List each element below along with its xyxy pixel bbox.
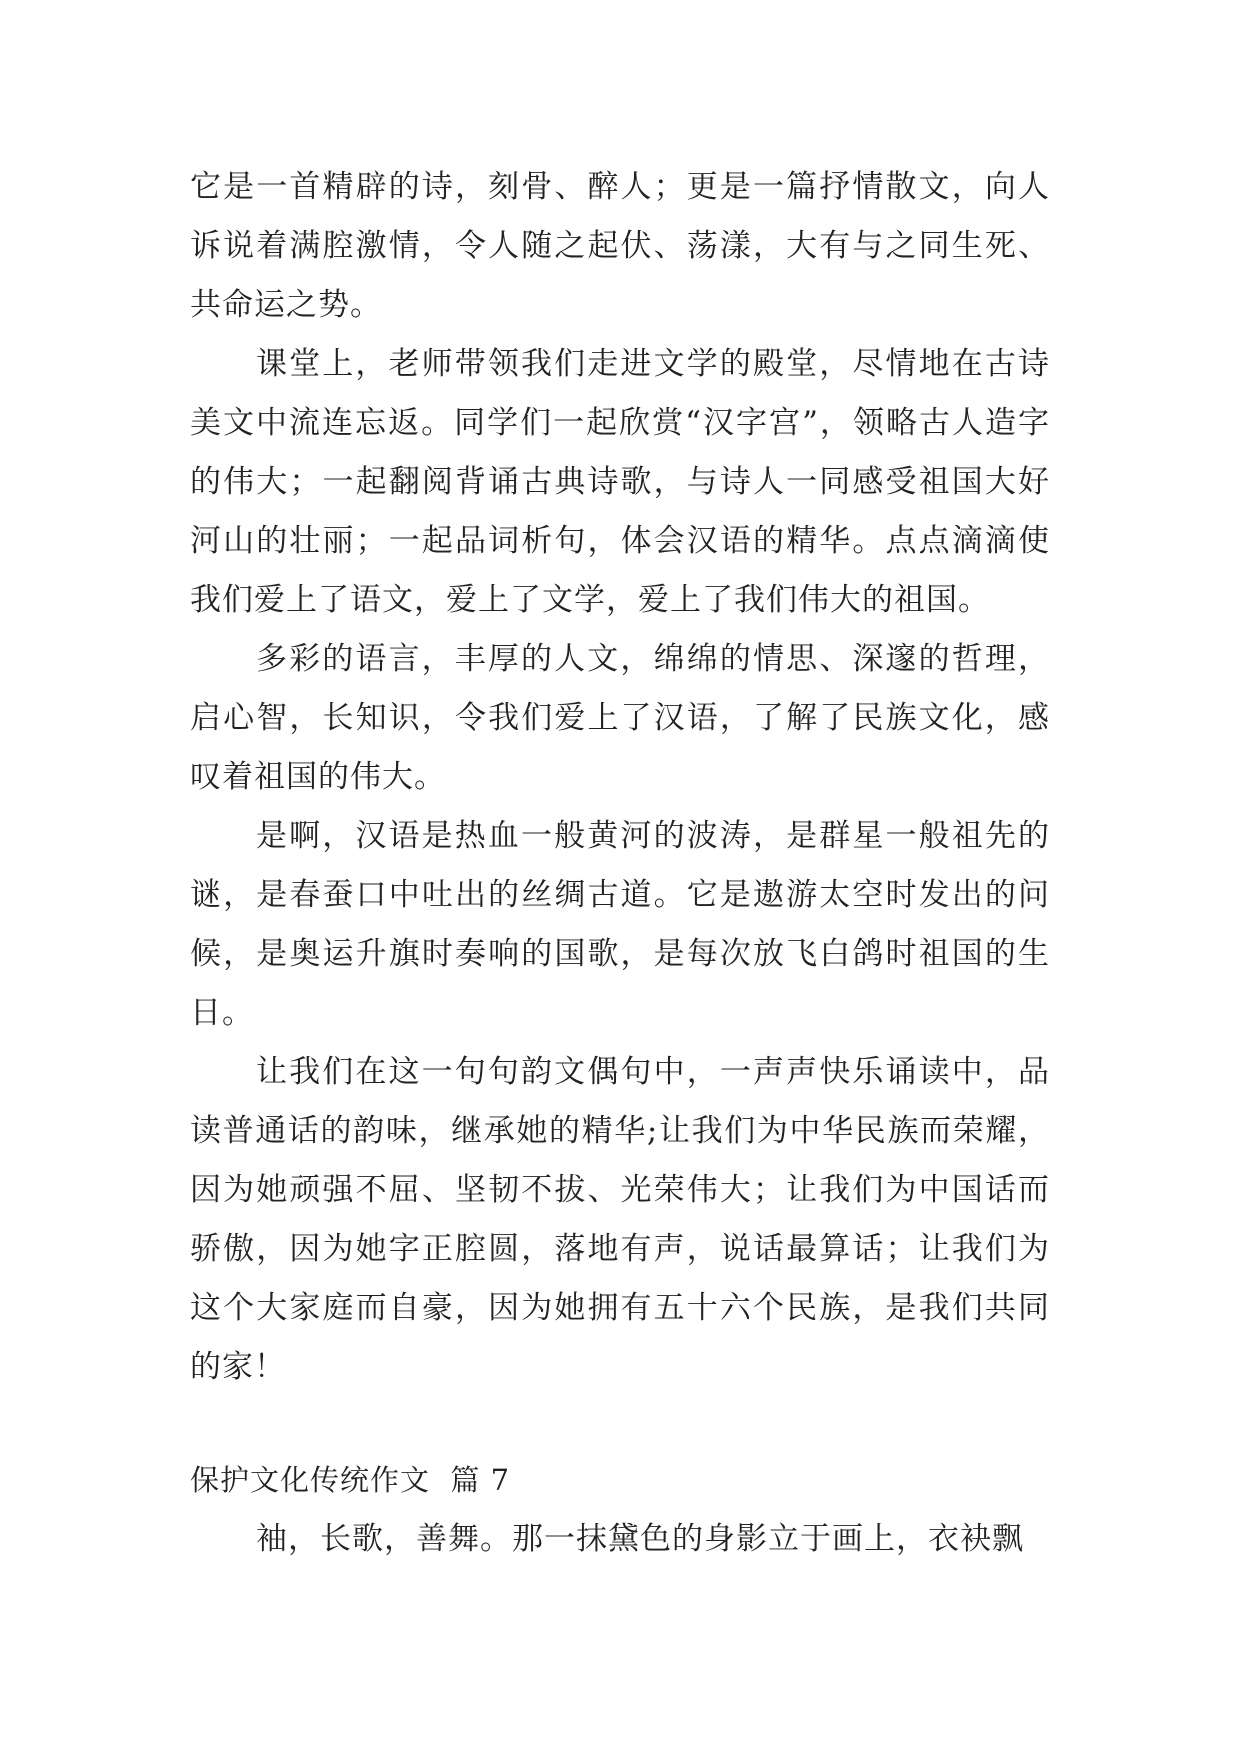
paragraph: 它是一首精辟的诗，刻骨、醉人；更是一篇抒情散文，向人诉说着满腔激情，令人随之起伏、荡漾，大有与之同生死、共命运之势。 xyxy=(190,169,1050,323)
paragraph: 多彩的语言，丰厚的人文，绵绵的情思、深邃的哲理，启心智，长知识，令我们爱上了汉语，了解了民族文化，感叹着祖国的伟大。 xyxy=(190,641,1050,795)
document-body xyxy=(190,158,1050,1569)
section-spacer xyxy=(190,1397,1050,1451)
paragraph: 让我们在这一句句韵文偶句中，一声声快乐诵读中，品读普通话的韵味，继承她的精华;让我们为中华民族而荣耀，因为她顽强不屈、坚韧不拔、光荣伟大；让我们为中国话而骄傲，因为她字正腔圆，落地有声，说话最算话；让我们为这个大家庭而自豪，因为她拥有五十六个民族，是我们共同的家！ xyxy=(190,1054,1050,1385)
paragraph: 课堂上，老师带领我们走进文学的殿堂，尽情地在古诗美文中流连忘返。同学们一起欣赏“汉字宫”，领略古人造字的伟大；一起翻阅背诵古典诗歌，与诗人一同感受祖国大好河山的壮丽；一起品词析句，体会汉语的精华。点点滴滴使我们爱上了语文，爱上了文学，爱上了我们伟大的祖国。 xyxy=(190,346,1050,618)
paragraph: 袖，长歌，善舞。那一抹黛色的身影立于画上，衣袂飘 xyxy=(256,1521,1024,1557)
section-heading: 保护文化传统作文 篇 7 xyxy=(190,1463,511,1497)
paragraph: 是啊，汉语是热血一般黄河的波涛，是群星一般祖先的谜，是春蚕口中吐出的丝绸古道。它是遨游太空时发出的问候，是奥运升旗时奏响的国歌，是每次放飞白鸽时祖国的生日。 xyxy=(190,818,1050,1031)
